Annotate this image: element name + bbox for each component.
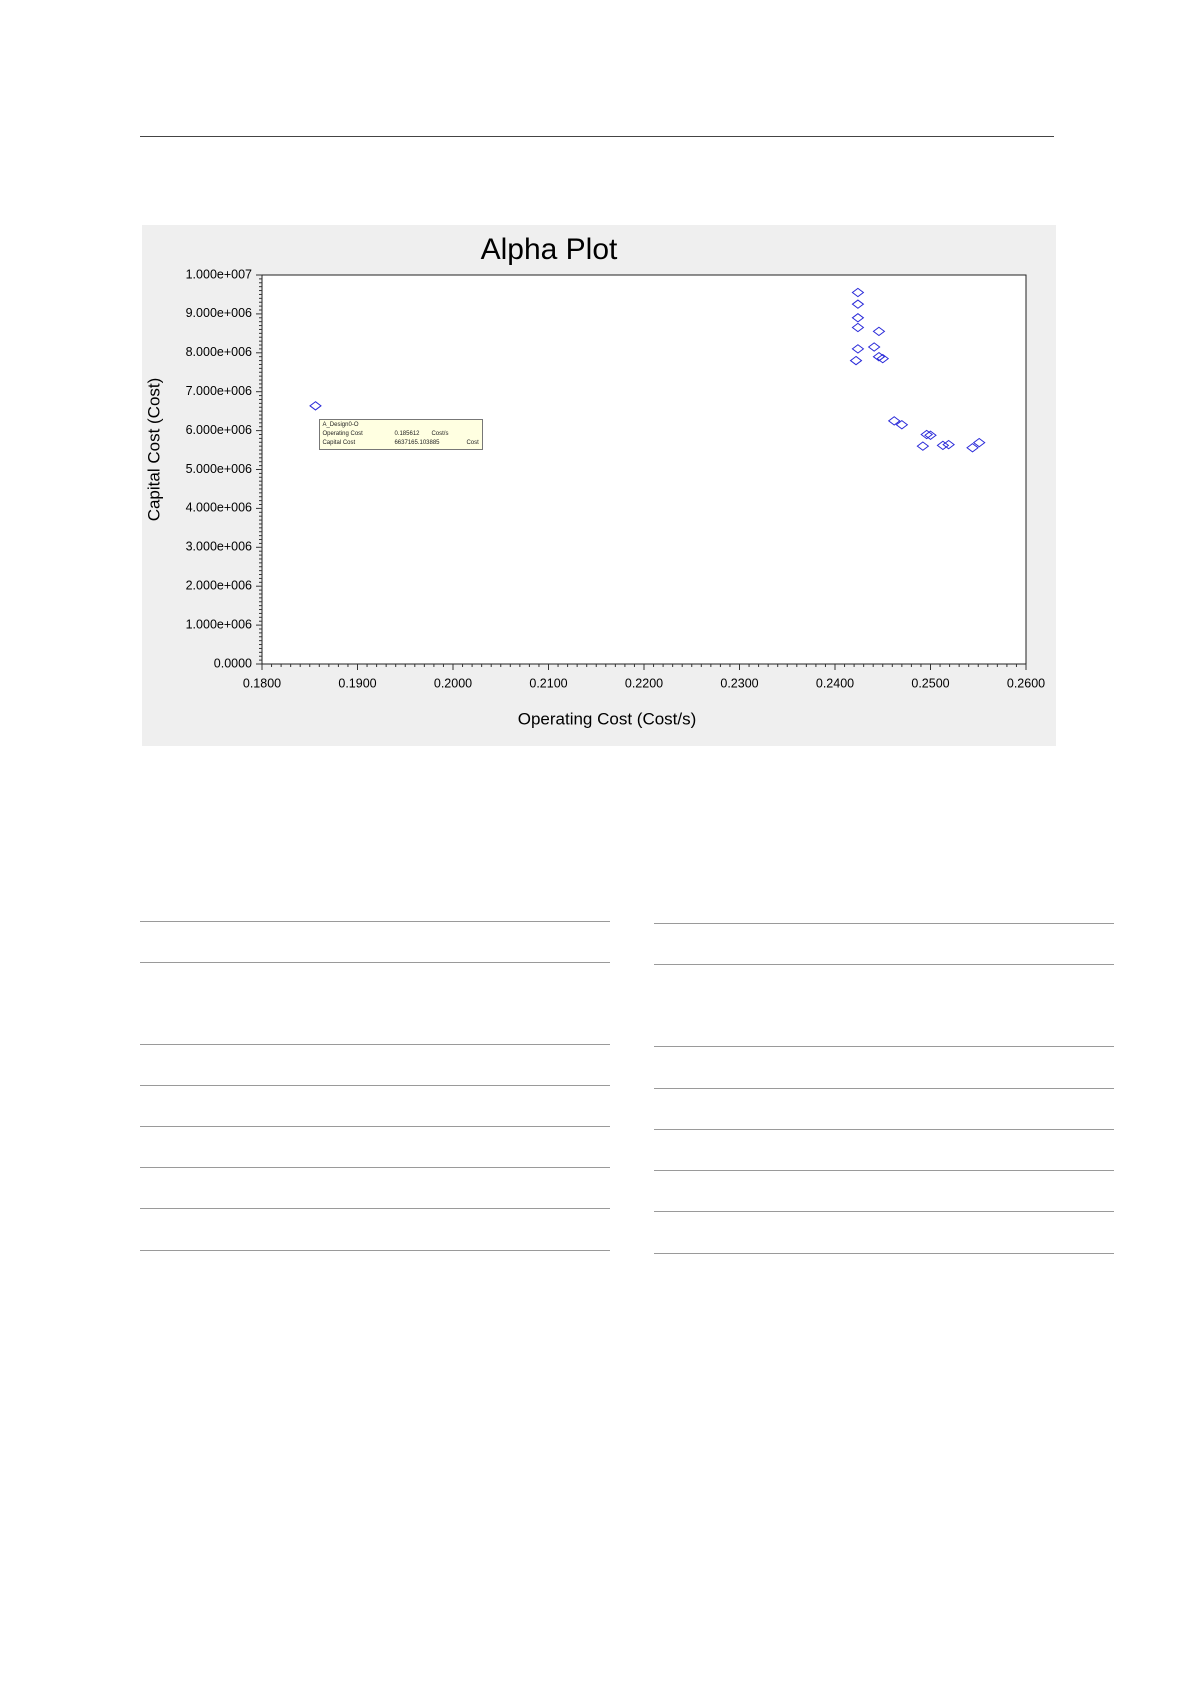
y-tick-label: 2.000e+006 — [185, 578, 252, 593]
x-tick-label: 0.2600 — [1006, 676, 1046, 691]
y-tick-label: 3.000e+006 — [185, 539, 252, 554]
page-top-rule — [140, 136, 1054, 137]
y-tick-label: 1.000e+006 — [185, 617, 252, 632]
tooltip-value: 0.185612 — [394, 430, 420, 437]
table-rule — [140, 1126, 610, 1127]
tooltip-row-operating — [322, 430, 480, 439]
chart-panel — [142, 225, 1056, 746]
y-tick-label: 0.0000 — [213, 656, 252, 671]
tooltip-design-name: A_Design0-O — [322, 421, 359, 428]
table-rule — [140, 1208, 610, 1209]
y-tick-label: 9.000e+006 — [185, 306, 252, 321]
y-axis-label: Capital Cost (Cost) — [144, 377, 164, 522]
tooltip-label: Capital Cost — [322, 439, 356, 446]
table-rule — [654, 1253, 1114, 1254]
tooltip-label: Operating Cost — [322, 430, 363, 437]
x-axis-label: Operating Cost (Cost/s) — [517, 709, 697, 729]
y-tick-label: 1.000e+007 — [185, 267, 252, 282]
alpha-plot-chart — [142, 225, 1056, 746]
y-tick-label: 7.000e+006 — [185, 383, 252, 398]
y-tick-label: 6.000e+006 — [185, 422, 252, 437]
y-tick-label: 4.000e+006 — [185, 500, 252, 515]
x-tick-label: 0.1800 — [242, 676, 282, 691]
plot-area — [262, 275, 1026, 664]
y-tick-label: 5.000e+006 — [185, 461, 252, 476]
x-tick-label: 0.2500 — [911, 676, 950, 691]
x-tick-label: 0.2300 — [720, 676, 759, 691]
table-rule — [654, 1170, 1114, 1171]
x-tick-label: 0.2400 — [815, 676, 855, 691]
table-rule — [140, 962, 610, 963]
table-rule — [140, 921, 610, 922]
tooltip-unit: Cost — [466, 439, 479, 446]
x-tick-label: 0.2000 — [433, 676, 473, 691]
chart-title: Alpha Plot — [480, 232, 618, 266]
point-tooltip — [319, 419, 483, 450]
x-tick-label: 0.2100 — [529, 676, 568, 691]
table-rule — [654, 1046, 1114, 1047]
tooltip-unit: Cost/s — [431, 430, 449, 437]
tooltip-value: 6637165.103885 — [394, 439, 440, 446]
y-tick-label: 8.000e+006 — [185, 345, 252, 360]
x-tick-label: 0.2200 — [624, 676, 664, 691]
table-rule — [140, 1167, 610, 1168]
table-rule — [654, 964, 1114, 965]
table-rule — [654, 1211, 1114, 1212]
x-tick-label: 0.1900 — [338, 676, 377, 691]
tooltip-row-capital — [322, 439, 480, 448]
table-rule — [654, 1088, 1114, 1089]
table-rule — [140, 1085, 610, 1086]
table-rule — [654, 923, 1114, 924]
table-rule — [140, 1250, 610, 1251]
table-rule — [140, 1044, 610, 1045]
table-rule — [654, 1129, 1114, 1130]
